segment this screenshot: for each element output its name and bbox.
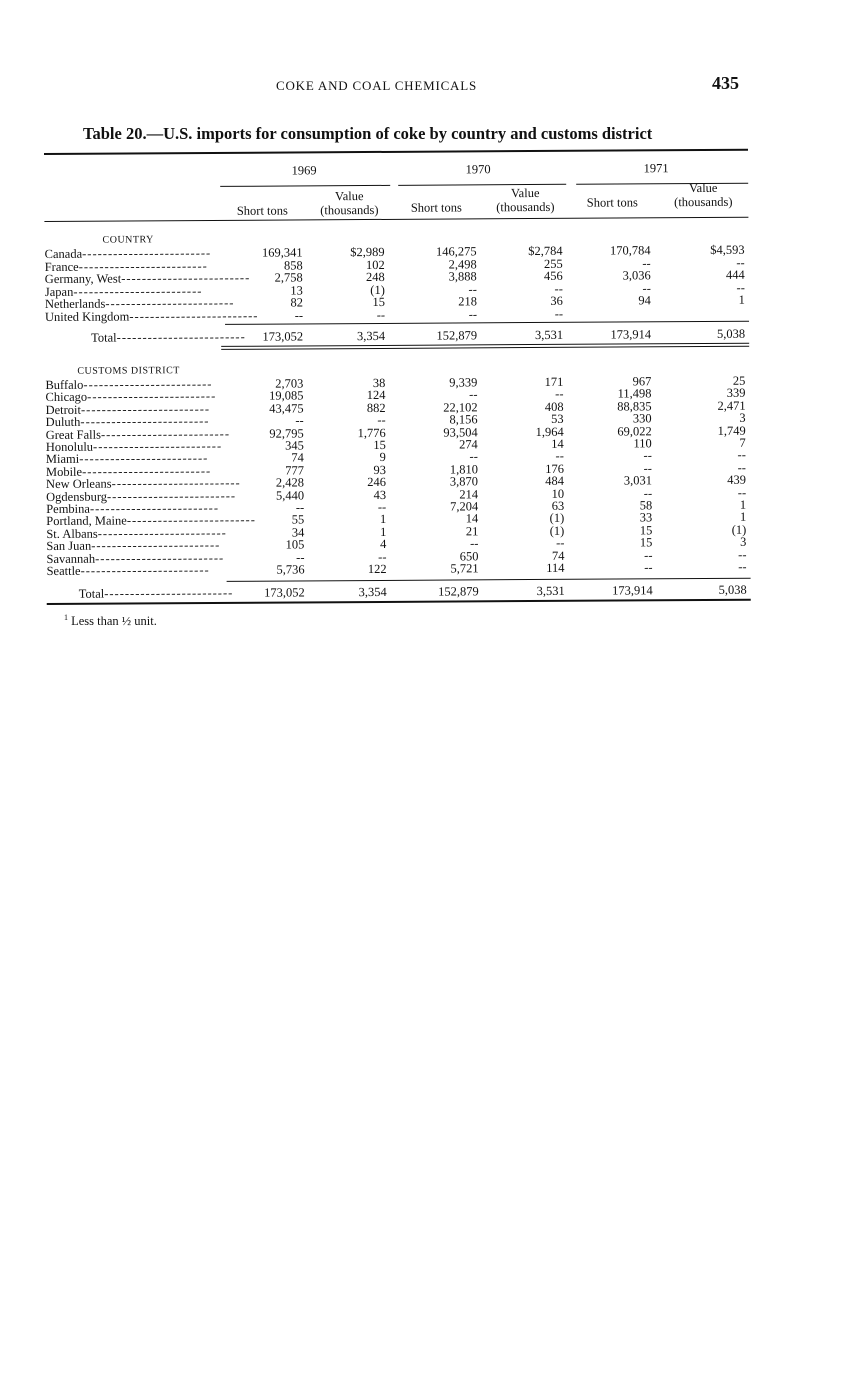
district-row-duluth-label-text: Duluth — [45, 414, 81, 430]
district-row-st-albans-cell: 21 — [465, 524, 479, 539]
country-row-canada-cell: $2,989 — [350, 244, 385, 260]
district-row-savannah-cell: 650 — [459, 548, 479, 564]
header-bottom-rule — [44, 217, 748, 222]
year-header-1970: 1970 — [465, 162, 491, 177]
country-row-netherlands-label-text: Netherlands — [44, 296, 106, 311]
district-row-buffalo-cell: 2,703 — [275, 376, 304, 391]
district-total-rule — [227, 578, 751, 582]
district-row-miami-cell: -- — [643, 448, 652, 463]
country-total-cell: 5,038 — [716, 326, 746, 341]
footnote-text: Less than ½ unit. — [71, 614, 157, 629]
district-row-savannah-cell: -- — [296, 550, 305, 565]
district-row-san-juan-cell: 105 — [285, 537, 305, 552]
country-row-netherlands-cell: 218 — [458, 294, 477, 309]
country-row-france-cell: -- — [736, 255, 745, 270]
district-row-seattle-cell: 5,736 — [276, 562, 305, 577]
district-row-pembina-cell: 7,204 — [449, 499, 479, 514]
country-total-label — [91, 329, 246, 346]
leader-dots: ------------------------- — [87, 389, 217, 405]
district-row-miami-cell: -- — [469, 449, 478, 464]
district-row-buffalo-cell: 171 — [544, 374, 564, 389]
country-row-united-kingdom-cell: -- — [294, 307, 304, 322]
district-row-mobile-cell: 176 — [545, 461, 564, 476]
district-row-great-falls-cell: 69,022 — [617, 423, 652, 439]
footnote-mark: 1 — [64, 613, 68, 622]
leader-dots: ------------------------- — [79, 451, 209, 467]
leader-dots: ------------------------- — [80, 562, 210, 578]
country-total-label-text: Total — [91, 330, 117, 345]
leader-dots: ------------------------- — [91, 538, 221, 553]
district-row-honolulu-cell: 15 — [373, 437, 386, 452]
district-row-mobile-cell: -- — [643, 461, 652, 476]
leader-dots: ------------------------- — [105, 295, 235, 311]
district-row-honolulu-label-text: Honolulu — [45, 439, 94, 454]
district-row-chicago-cell: -- — [469, 387, 478, 402]
country-row-japan-cell: -- — [468, 281, 477, 296]
district-row-chicago-label-text: Chicago — [45, 390, 88, 405]
district-row-great-falls-label-text: Great Falls — [45, 427, 101, 442]
district-total-label-text: Total — [78, 586, 105, 601]
country-total-cell: 173,052 — [262, 329, 304, 344]
district-row-detroit-cell: 88,835 — [617, 399, 652, 414]
district-row-detroit-cell: 2,471 — [717, 398, 746, 413]
district-row-chicago-cell: 11,498 — [617, 386, 652, 401]
col-value-1970 — [482, 186, 568, 215]
country-row-france-cell: 102 — [365, 257, 385, 272]
district-row-duluth-cell: 8,156 — [449, 412, 478, 427]
district-row-portland-maine-cell: 55 — [291, 512, 305, 527]
district-row-miami-cell: 74 — [291, 450, 304, 465]
district-row-ogdensburg-cell: 43 — [373, 487, 387, 502]
district-row-seattle-label — [47, 563, 221, 579]
district-row-pembina-cell: 1 — [739, 497, 747, 512]
country-row-canada-cell: $2,784 — [528, 243, 563, 259]
district-row-chicago-cell: -- — [555, 387, 564, 402]
country-row-japan-label-text: Japan — [44, 284, 74, 299]
district-row-duluth-cell: 3 — [739, 410, 746, 425]
district-row-st-albans-cell: (1) — [549, 523, 565, 538]
district-row-buffalo-label-text: Buffalo — [45, 377, 84, 392]
district-row-buffalo-cell: 25 — [732, 373, 746, 388]
leader-dots: ------------------------- — [80, 414, 210, 429]
district-row-honolulu-cell: 7 — [739, 435, 746, 450]
leader-dots: ------------------------- — [126, 513, 256, 528]
district-row-mobile-cell: -- — [737, 460, 746, 475]
col-value-1971 — [660, 181, 746, 210]
country-total-cell: 3,354 — [356, 328, 386, 344]
district-row-new-orleans-label-text: New Orleans — [45, 476, 112, 492]
running-head: COKE AND COAL CHEMICALS — [276, 78, 478, 93]
district-row-duluth-cell: -- — [377, 413, 386, 428]
col-short-tons-1971: Short tons — [586, 195, 638, 210]
district-total-cell: 152,879 — [438, 584, 479, 599]
district-row-new-orleans-cell: 439 — [727, 472, 747, 488]
district-row-great-falls-cell: 1,776 — [357, 425, 386, 440]
year-rule-1969 — [220, 185, 390, 187]
district-row-savannah-cell: -- — [378, 549, 387, 564]
leader-dots: ------------------------- — [100, 426, 231, 442]
district-row-honolulu-cell: 14 — [551, 436, 564, 451]
leader-dots: ------------------------- — [116, 329, 246, 345]
page-number: 435 — [712, 73, 739, 93]
country-row-germany-west-cell: 248 — [365, 269, 385, 285]
district-row-portland-maine-cell: (1) — [549, 511, 565, 526]
country-row-united-kingdom-cell: -- — [554, 306, 564, 321]
district-row-buffalo-cell: 38 — [372, 375, 386, 390]
district-row-savannah-cell: 74 — [551, 548, 565, 563]
country-row-japan-cell: -- — [554, 281, 563, 296]
district-row-ogdensburg-label-text: Ogdensburg — [46, 489, 108, 504]
district-total-cell: 173,914 — [612, 583, 653, 598]
district-total-cell: 5,038 — [718, 582, 747, 597]
leader-dots: ------------------------- — [82, 245, 212, 261]
country-row-united-kingdom-cell: -- — [468, 306, 478, 321]
district-total-cell: 3,531 — [536, 583, 565, 598]
leader-dots: ------------------------- — [73, 283, 203, 299]
district-row-mobile-label-text: Mobile — [45, 464, 83, 479]
country-row-germany-west-cell: 3,036 — [622, 268, 651, 283]
year-header-1971: 1971 — [643, 161, 669, 176]
district-row-san-juan-cell: -- — [470, 536, 479, 551]
district-row-pembina-cell: 58 — [639, 498, 653, 513]
district-row-portland-maine-cell: 14 — [465, 511, 479, 526]
district-row-miami-cell: 9 — [379, 450, 386, 465]
country-row-germany-west-cell: 456 — [543, 268, 563, 283]
country-row-netherlands-cell: 1 — [738, 292, 745, 307]
country-row-united-kingdom-label-text: United Kingdom — [44, 308, 130, 324]
country-row-germany-west-cell: 2,758 — [274, 270, 303, 285]
country-row-japan-cell: 13 — [290, 282, 303, 297]
leader-dots: ------------------------- — [92, 438, 223, 454]
district-row-miami-cell: -- — [737, 448, 746, 463]
section-customs-district: CUSTOMS DISTRICT — [77, 365, 180, 377]
col-value-1971-line1: Value — [688, 180, 718, 196]
leader-dots: ------------------------- — [121, 270, 251, 286]
country-row-netherlands-cell: 15 — [372, 294, 385, 309]
district-total-label — [78, 585, 234, 602]
district-row-chicago-cell: 19,085 — [269, 388, 304, 404]
col-value-1969 — [308, 189, 390, 218]
district-row-new-orleans-cell: 3,031 — [623, 473, 653, 488]
district-row-new-orleans-cell: 484 — [545, 474, 565, 489]
country-row-japan-cell: -- — [642, 280, 651, 295]
country-row-united-kingdom-label — [44, 308, 259, 324]
district-row-miami-label-text: Miami — [45, 452, 80, 467]
district-row-san-juan-cell: 15 — [639, 535, 653, 550]
col-value-1969-line1: Value — [334, 189, 364, 204]
district-row-st-albans-cell: 15 — [639, 523, 653, 538]
district-row-portland-maine-cell: 1 — [739, 510, 747, 525]
table-title: Table 20.—U.S. imports for consumption of coke by country and customs district — [83, 124, 653, 143]
leader-dots: ------------------------- — [129, 308, 259, 323]
district-row-savannah-cell: -- — [644, 547, 653, 562]
country-row-netherlands-cell: 94 — [638, 293, 651, 308]
country-row-canada-label-text: Canada — [44, 246, 83, 261]
district-row-great-falls-cell: 93,504 — [443, 424, 478, 440]
district-row-honolulu-cell: 345 — [284, 438, 304, 453]
district-row-san-juan-label-text: San Juan — [46, 538, 92, 554]
district-row-chicago-cell: 339 — [726, 386, 746, 401]
district-row-duluth-cell: 53 — [551, 412, 564, 427]
country-row-france-cell: 2,498 — [448, 256, 477, 272]
district-row-mobile-cell: 777 — [285, 463, 304, 478]
district-row-ogdensburg-cell: 5,440 — [275, 488, 305, 503]
leader-dots: ------------------------- — [106, 488, 237, 504]
leader-dots: ------------------------- — [78, 258, 208, 274]
district-row-st-albans-cell: (1) — [731, 522, 747, 537]
leader-dots: ------------------------- — [111, 475, 241, 491]
district-row-honolulu-cell: 110 — [633, 436, 652, 451]
district-row-portland-maine-label-text: Portland, Maine — [46, 513, 127, 529]
leader-dots: ------------------------- — [89, 500, 220, 516]
district-row-portland-maine-cell: 1 — [379, 512, 387, 527]
footnote — [64, 613, 157, 629]
country-row-canada-cell: 170,784 — [609, 243, 651, 258]
country-row-netherlands-cell: 36 — [550, 293, 563, 308]
country-row-japan-cell: (1) — [370, 282, 385, 297]
district-row-great-falls-cell: 1,964 — [535, 424, 564, 439]
district-row-duluth-cell: 330 — [632, 411, 652, 426]
district-row-mobile-cell: 93 — [373, 462, 386, 477]
district-row-seattle-cell: 114 — [546, 560, 565, 575]
district-row-st-albans-cell: 1 — [380, 524, 387, 539]
col-short-tons-1969: Short tons — [236, 203, 288, 218]
district-row-pembina-label-text: Pembina — [46, 501, 90, 516]
district-row-san-juan-cell: 4 — [380, 537, 387, 552]
year-header-1969: 1969 — [291, 163, 317, 178]
district-row-new-orleans-cell: 246 — [367, 475, 387, 490]
district-row-pembina-cell: -- — [377, 499, 387, 514]
district-row-buffalo-cell: 9,339 — [449, 375, 478, 390]
district-row-ogdensburg-cell: -- — [737, 485, 747, 500]
district-row-miami-cell: -- — [555, 449, 564, 464]
district-row-ogdensburg-cell: 10 — [551, 486, 565, 501]
coke-imports-table — [44, 149, 748, 601]
district-row-great-falls-cell: 92,795 — [269, 426, 304, 441]
district-row-duluth-cell: -- — [295, 413, 304, 428]
country-total-cell: 173,914 — [610, 327, 652, 342]
country-row-united-kingdom-cell: -- — [376, 307, 386, 322]
leader-dots: ------------------------- — [83, 376, 213, 392]
col-value-1969-line2: (thousands) — [320, 202, 379, 218]
country-row-japan-cell: -- — [736, 280, 745, 295]
col-value-1970-line1: Value — [510, 185, 540, 201]
col-value-1970-line2: (thousands) — [496, 199, 555, 215]
leader-dots: ------------------------- — [80, 401, 211, 417]
district-row-buffalo-cell: 967 — [632, 374, 652, 389]
table-top-rule — [44, 149, 748, 155]
district-row-seattle-cell: 122 — [367, 561, 387, 577]
district-row-portland-maine-cell: 33 — [639, 510, 653, 525]
col-short-tons-1970: Short tons — [410, 200, 462, 215]
country-row-france-cell: 255 — [543, 256, 563, 271]
country-row-france-cell: 858 — [283, 257, 303, 273]
district-row-savannah-cell: -- — [738, 547, 747, 562]
district-total-cell: 173,052 — [264, 585, 305, 600]
country-row-netherlands-cell: 82 — [290, 295, 303, 310]
country-row-france-label-text: France — [44, 259, 79, 274]
country-row-canada-cell: 146,275 — [435, 244, 477, 259]
district-row-new-orleans-cell: 2,428 — [275, 475, 305, 490]
country-row-germany-west-label-text: Germany, West — [44, 271, 122, 286]
district-row-seattle-cell: -- — [644, 560, 653, 575]
country-row-france-cell: -- — [642, 255, 651, 270]
district-total-cell: 3,354 — [358, 584, 387, 600]
district-row-mobile-cell: 1,810 — [449, 462, 478, 477]
district-row-san-juan-cell: 3 — [740, 534, 747, 549]
district-row-san-juan-cell: -- — [556, 536, 565, 551]
district-row-honolulu-cell: 274 — [458, 437, 478, 452]
district-row-detroit-cell: 22,102 — [443, 400, 478, 415]
leader-dots: ------------------------- — [95, 550, 225, 566]
district-row-seattle-cell: 5,721 — [450, 561, 479, 576]
country-row-canada-cell: $4,593 — [710, 242, 745, 257]
district-row-chicago-cell: 124 — [366, 388, 386, 403]
district-row-detroit-cell: 882 — [366, 400, 386, 415]
leader-dots: ------------------------- — [82, 463, 212, 479]
district-row-new-orleans-cell: 3,870 — [449, 474, 479, 489]
district-row-savannah-label-text: Savannah — [46, 551, 96, 566]
country-row-canada-cell: 169,341 — [261, 245, 303, 260]
country-total-cell: 3,531 — [534, 327, 564, 343]
country-row-germany-west-cell: 444 — [725, 267, 745, 282]
district-row-pembina-cell: -- — [295, 500, 305, 515]
district-row-great-falls-cell: 1,749 — [717, 423, 746, 438]
district-row-st-albans-label-text: St. Albans — [46, 526, 98, 541]
district-row-detroit-cell: 43,475 — [269, 401, 304, 416]
district-row-ogdensburg-cell: -- — [643, 485, 653, 500]
country-total-cell: 152,879 — [436, 328, 478, 343]
country-row-germany-west-cell: 3,888 — [448, 269, 477, 284]
district-row-detroit-cell: 408 — [544, 399, 564, 414]
section-country: COUNTRY — [102, 234, 154, 246]
district-row-ogdensburg-cell: 214 — [459, 486, 479, 502]
district-row-seattle-cell: -- — [738, 559, 747, 574]
district-row-seattle-label-text: Seattle — [46, 563, 81, 578]
col-value-1971-line2: (thousands) — [674, 194, 733, 210]
district-row-st-albans-cell: 34 — [291, 525, 305, 540]
leader-dots: ------------------------- — [97, 525, 227, 541]
leader-dots: ------------------------- — [104, 585, 234, 601]
district-row-detroit-label-text: Detroit — [45, 402, 82, 417]
district-row-pembina-cell: 63 — [551, 498, 565, 513]
